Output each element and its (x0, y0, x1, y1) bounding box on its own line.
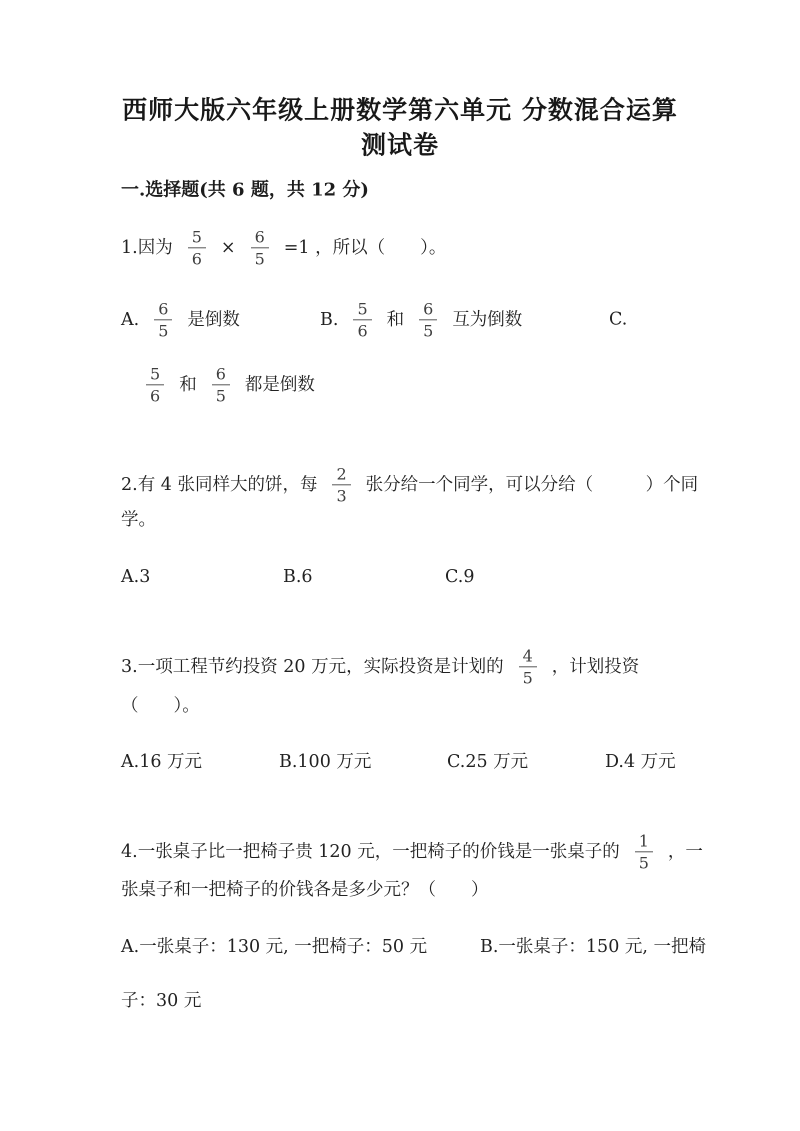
option-text: 互为倒数 (452, 309, 523, 330)
fraction-4-5 (519, 646, 537, 687)
multiply-sign: × (220, 237, 236, 258)
q4-option-b-part2: 子：30 元 (121, 990, 202, 1011)
fraction-denominator: 6 (353, 320, 371, 341)
fraction-numerator: 1 (638, 831, 649, 851)
fraction-5-6 (353, 299, 371, 340)
q1-option-a (121, 299, 320, 340)
fraction-denominator: 5 (251, 248, 269, 269)
fraction-denominator: 5 (154, 320, 172, 341)
fraction-1-5 (635, 831, 653, 872)
q3-stem-text-2: ，计划投资 (551, 656, 640, 677)
question-1-options (121, 299, 627, 340)
q2-option-a: A.3 (121, 566, 151, 587)
q4-option-b-part1: B.一张桌子：150 元, 一把椅 (480, 936, 707, 957)
fraction-5-6 (188, 227, 206, 268)
option-text-mid: 和 (386, 309, 405, 330)
q4-stem-text-1: 4.一张桌子比一把椅子贵 120 元，一把椅子的价钱是一张桌子的 (121, 841, 620, 862)
fraction-numerator: 6 (423, 299, 434, 319)
section-heading: 一.选择题(共 6 题，共 12 分) (121, 179, 369, 201)
q4-option-a: A.一张桌子：130 元, 一把椅子：50 元 (121, 936, 428, 957)
question-2-stem-line2: 学。 (121, 509, 156, 530)
question-3-stem-line1 (121, 646, 639, 687)
question-3-stem-line2: （ ）。 (121, 695, 200, 716)
fraction-denominator: 6 (146, 385, 164, 406)
fraction-numerator: 6 (254, 227, 265, 247)
q2-stem-text-2: 张分给一个同学，可以分给（ ）个同 (365, 474, 699, 495)
question-3-options (121, 749, 676, 775)
question-4-stem-line1 (121, 831, 703, 872)
fraction-numerator: 2 (336, 464, 347, 484)
question-1-option-c-body (131, 364, 315, 405)
fraction-numerator: 5 (150, 364, 161, 384)
q2-option-b: B.6 (283, 566, 313, 587)
q3-option-b: B.100 万元 (279, 751, 372, 772)
q1-stem-text-1: 1.因为 (121, 237, 173, 258)
fraction-6-5 (251, 227, 269, 268)
question-1-stem (121, 227, 446, 268)
fraction-2-3 (332, 464, 350, 505)
fraction-numerator: 5 (191, 227, 202, 247)
fraction-numerator: 6 (158, 299, 169, 319)
fraction-6-5 (154, 299, 172, 340)
option-text: 都是倒数 (244, 374, 315, 395)
q3-option-d: D.4 万元 (605, 751, 676, 772)
option-text: 是倒数 (187, 309, 240, 330)
fraction-numerator: 4 (522, 646, 533, 666)
q3-stem-text-1: 3.一项工程节约投资 20 万元，实际投资是计划的 (121, 656, 504, 677)
q1-option-c-label (609, 307, 627, 334)
option-label: C. (609, 310, 628, 331)
q2-option-c: C.9 (445, 566, 475, 587)
fraction-numerator: 5 (357, 299, 368, 319)
fraction-denominator: 5 (419, 320, 437, 341)
fraction-numerator: 6 (215, 364, 226, 384)
q4-stem-text-2: ，一 (667, 841, 703, 862)
question-4-options (121, 934, 706, 960)
page-title-line1: 西师大版六年级上册数学第六单元 分数混合运算 (122, 95, 678, 125)
fraction-denominator: 6 (188, 248, 206, 269)
q2-stem-text-1: 2.有 4 张同样大的饼，每 (121, 474, 318, 495)
fraction-denominator: 3 (332, 485, 350, 506)
fraction-denominator: 5 (212, 385, 230, 406)
q1-stem-text-2: =1 ，所以（ ）。 (283, 237, 447, 258)
option-label: B. (320, 309, 339, 330)
fraction-denominator: 5 (635, 852, 653, 873)
q1-option-b (320, 299, 609, 340)
page-title-line2: 测试卷 (360, 130, 439, 160)
option-text-mid: 和 (179, 374, 197, 395)
question-4-stem-line2: 张桌子和一把椅子的价钱各是多少元？（ ） (121, 879, 489, 900)
question-2-stem-line1 (121, 464, 698, 505)
fraction-5-6 (146, 364, 164, 405)
q3-option-c: C.25 万元 (447, 751, 529, 772)
question-2-options (121, 564, 474, 590)
option-label: A. (121, 309, 140, 330)
q3-option-a: A.16 万元 (121, 751, 203, 772)
fraction-denominator: 5 (519, 667, 537, 688)
fraction-6-5 (212, 364, 230, 405)
fraction-6-5 (419, 299, 437, 340)
